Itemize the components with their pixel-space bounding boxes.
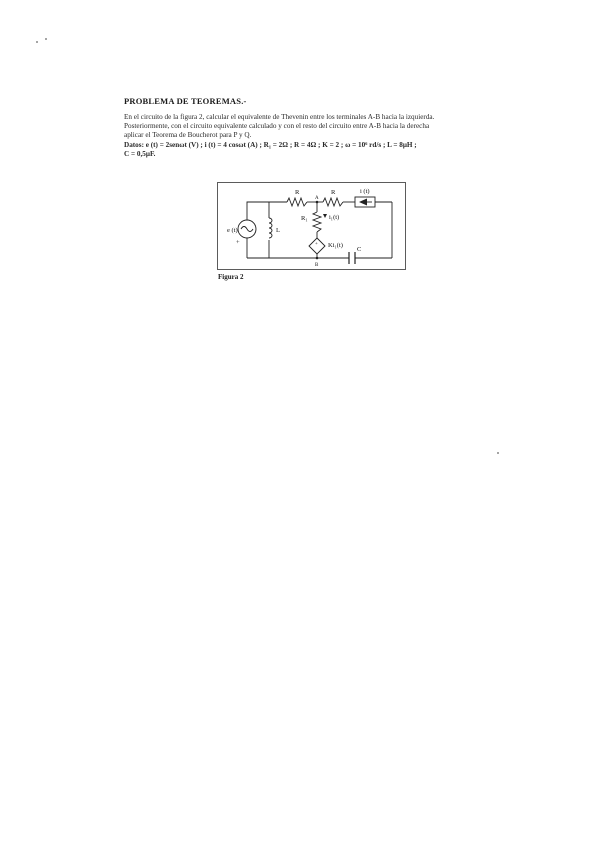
capacitor-C <box>349 252 355 264</box>
resistor-r1 <box>313 212 321 232</box>
terminal-b-dot <box>316 257 319 260</box>
current-i1-arrow-icon <box>323 214 327 218</box>
resistor-r-left <box>287 198 307 206</box>
resistor-r-right <box>323 198 343 206</box>
circuit-diagram <box>217 182 406 270</box>
problem-title: PROBLEMA DE TEOREMAS.- <box>124 96 247 106</box>
circuit-figure <box>217 182 406 270</box>
source-e-label: e (t) <box>227 227 238 234</box>
resistor-right-label: R <box>331 189 336 196</box>
current-source-label: i (t) <box>360 188 370 195</box>
statement-line-2: Posteriormente, con el circuito equivalente calculado y con el resto del circuito entre A-B hacia la derecha <box>124 122 430 131</box>
terminal-a-label: A <box>315 196 319 201</box>
dependent-source-label: Ki₁(t) <box>328 242 343 249</box>
capacitor-label: C <box>357 246 362 253</box>
terminal-a-dot <box>316 201 319 204</box>
resistor-left-label: R <box>295 189 300 196</box>
data-line-2: C = 0,5μF. <box>124 149 156 158</box>
current-i1-label: i₁(t) <box>329 214 340 221</box>
source-plus-sign: + <box>236 239 240 246</box>
inductor-L <box>265 218 273 240</box>
data-line-1: Datos: e (t) = 2senωt (V) ; i (t) = 4 cosωt (A) ; R₁ = 2Ω ; R = 4Ω ; K = 2 ; ω = 10⁶ rd/s ; L = 8μH ; <box>124 140 417 149</box>
statement-line-1: En el circuito de la figura 2, calcular el equivalente de Thevenin entre los terminales A-B hacia la izquierda. <box>124 113 435 121</box>
inductor-label: L <box>276 227 280 234</box>
terminal-b-label: B <box>315 263 319 268</box>
figure-caption: Figura 2 <box>218 273 244 281</box>
dependent-plus-sign: + <box>315 242 318 247</box>
resistor-r1-label: R₁ <box>301 215 308 222</box>
problem-statement <box>124 113 484 159</box>
statement-line-3: aplicar el Teorema de Boucherot para P y Q. <box>124 131 252 140</box>
